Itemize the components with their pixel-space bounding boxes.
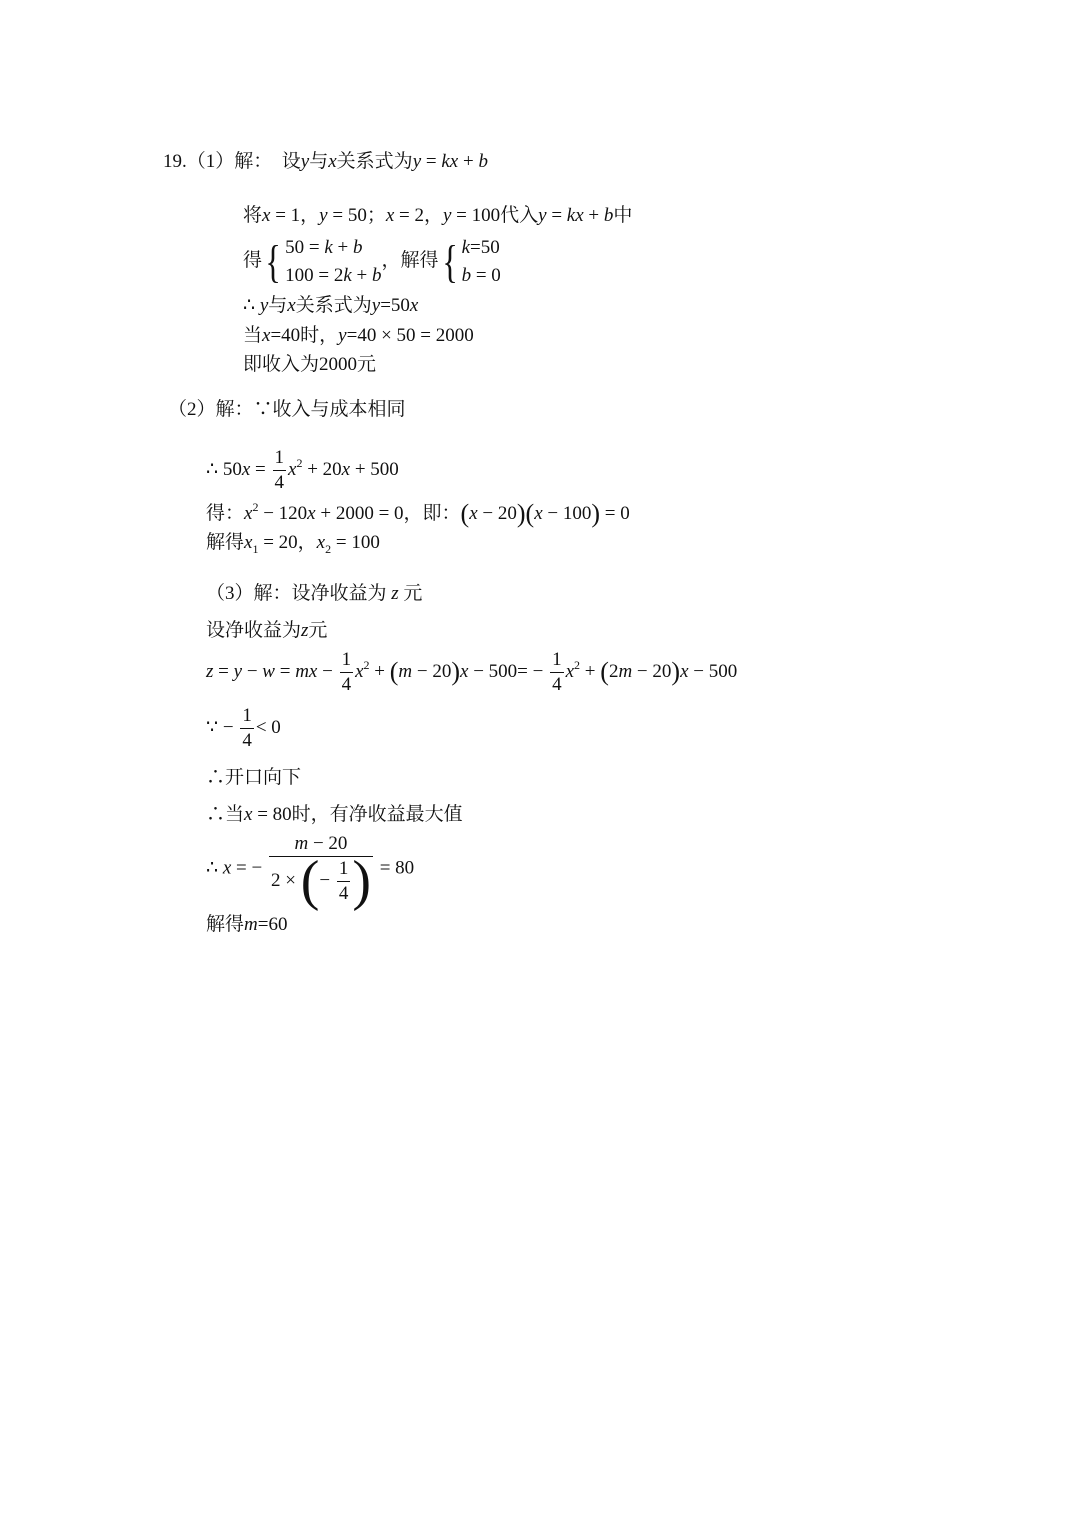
part-3-line-1: （3）解：设净收益为 z 元: [206, 583, 423, 604]
part-3-line-8: 解得m=60: [206, 914, 288, 935]
solution-system: { k=50 b = 0: [441, 235, 501, 287]
part-3-line-4: ∵ − $\frac{1}{4}$ < 0: [206, 705, 281, 751]
part-1-line-5: 当x=40时，y=40 × 50 = 2000: [243, 325, 474, 346]
part-3-line-5: ∴开口向下: [206, 767, 302, 788]
part-1-de-label: 得: [243, 249, 263, 271]
part-2-line-2: ∴ 50x = $\frac{1}{4}$ $x^2 + 20x + 500$: [206, 447, 399, 493]
part-1-line-4: ∴ y与x关系式为y=50x: [243, 295, 419, 316]
part-1-line-1: 设y与x关系式为y = kx + b: [277, 151, 488, 172]
part-3-line-6: ∴当x = 80时，有净收益最大值: [206, 804, 463, 825]
part-2-line-1: （2）解：∵收入与成本相同: [168, 399, 406, 420]
part-1-line-2: 将x = 1，y = 50；x = 2，y = 100代入y = kx + b中: [243, 205, 633, 226]
problem-1-heading-line: [163, 152, 488, 171]
problem-number: 19.: [163, 151, 187, 172]
part-1-system-line: [243, 234, 501, 289]
part-1-label: （1）解：: [186, 151, 273, 172]
part-3-line-2: 设净收益为z元: [206, 620, 328, 641]
part-2-line-3: 得：$x^2 - 120x + 2000 = 0$，即：(x − 20)(x − 100) = 0: [206, 499, 630, 528]
part-3-line-7: ∴ x = − m − 20 2 × (− $\frac{1}{4}$ ) = 80: [206, 833, 415, 912]
part-2-line-4: 解得$x_1 = 20$，$x_2 = 100$: [206, 532, 380, 556]
part-1-line-6: 即收入为2000元: [243, 354, 377, 375]
part-1-solve-label: ，解得: [381, 249, 439, 271]
equation-system: { 50 = k + b 100 = 2k + b: [265, 235, 382, 287]
part-3-line-3: z = y − w = mx − $\frac{1}{4}$ $x^2 + (m - 20)x - 500=$ − $\frac{1}{4}$ $x^2 + (2m - 20)x - 500$: [206, 649, 738, 695]
